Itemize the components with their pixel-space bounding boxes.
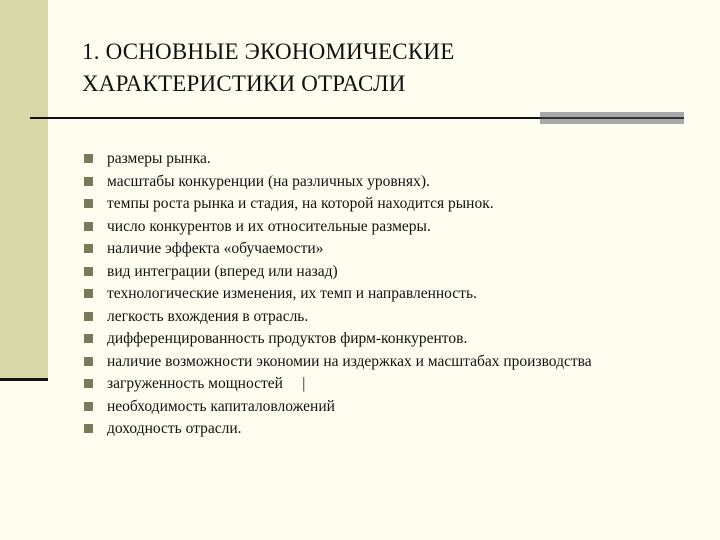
list-item bbox=[84, 149, 644, 169]
slide-title-line-2: ХАРАКТЕРИСТИКИ ОТРАСЛИ bbox=[82, 71, 406, 96]
square-bullet-icon bbox=[84, 244, 93, 253]
square-bullet-icon bbox=[84, 222, 93, 231]
list-item-text: необходимость капиталовложений bbox=[107, 397, 335, 415]
list-item-text: доходность отрасли. bbox=[107, 420, 242, 437]
slide-title-line-1: 1. ОСНОВНЫЕ ЭКОНОМИЧЕСКИЕ bbox=[82, 39, 455, 64]
left-accent-bar bbox=[0, 0, 48, 380]
left-accent-underline bbox=[0, 378, 48, 381]
list-item-text: технологические изменения, их темп и направленность. bbox=[107, 285, 477, 302]
list-item bbox=[84, 172, 644, 192]
square-bullet-icon bbox=[84, 177, 93, 186]
list-item bbox=[84, 374, 644, 394]
list-item bbox=[84, 194, 644, 214]
list-item bbox=[84, 329, 644, 349]
list-item bbox=[84, 262, 644, 282]
list-item bbox=[84, 352, 644, 372]
square-bullet-icon bbox=[84, 154, 93, 163]
square-bullet-icon bbox=[84, 402, 93, 411]
list-item bbox=[84, 419, 644, 439]
characteristics-list bbox=[84, 149, 644, 442]
square-bullet-icon bbox=[84, 334, 93, 343]
list-item-text: размеры рынка. bbox=[107, 150, 211, 167]
square-bullet-icon bbox=[84, 357, 93, 366]
list-item-text: масштабы конкуренции (на различных уровнях). bbox=[107, 172, 430, 190]
list-item-text: наличие возможности экономии на издержках и масштабах производства bbox=[107, 352, 592, 370]
list-item bbox=[84, 217, 644, 237]
list-item bbox=[84, 284, 644, 304]
square-bullet-icon bbox=[84, 312, 93, 321]
list-item-text: легкость вхождения в отрасль. bbox=[107, 307, 309, 325]
square-bullet-icon bbox=[84, 267, 93, 276]
square-bullet-icon bbox=[84, 199, 93, 208]
list-item-text: дифференцированность продуктов фирм-конкурентов. bbox=[107, 330, 468, 347]
slide-title bbox=[82, 36, 682, 100]
list-item-text: темпы роста рынка и стадия, на которой находится рынок. bbox=[107, 195, 494, 212]
list-item bbox=[84, 307, 644, 327]
list-item bbox=[84, 397, 644, 417]
list-item-text: наличие эффекта «обучаемости» bbox=[107, 240, 324, 257]
title-divider-line bbox=[30, 117, 540, 119]
list-item-text: загруженность мощностей | bbox=[107, 375, 306, 392]
title-divider-block-line bbox=[540, 117, 684, 119]
square-bullet-icon bbox=[84, 289, 93, 298]
list-item-text: вид интеграции (вперед или назад) bbox=[107, 262, 338, 280]
list-item bbox=[84, 239, 644, 259]
square-bullet-icon bbox=[84, 424, 93, 433]
square-bullet-icon bbox=[84, 379, 93, 388]
list-item-text: число конкурентов и их относительные размеры. bbox=[107, 217, 431, 235]
